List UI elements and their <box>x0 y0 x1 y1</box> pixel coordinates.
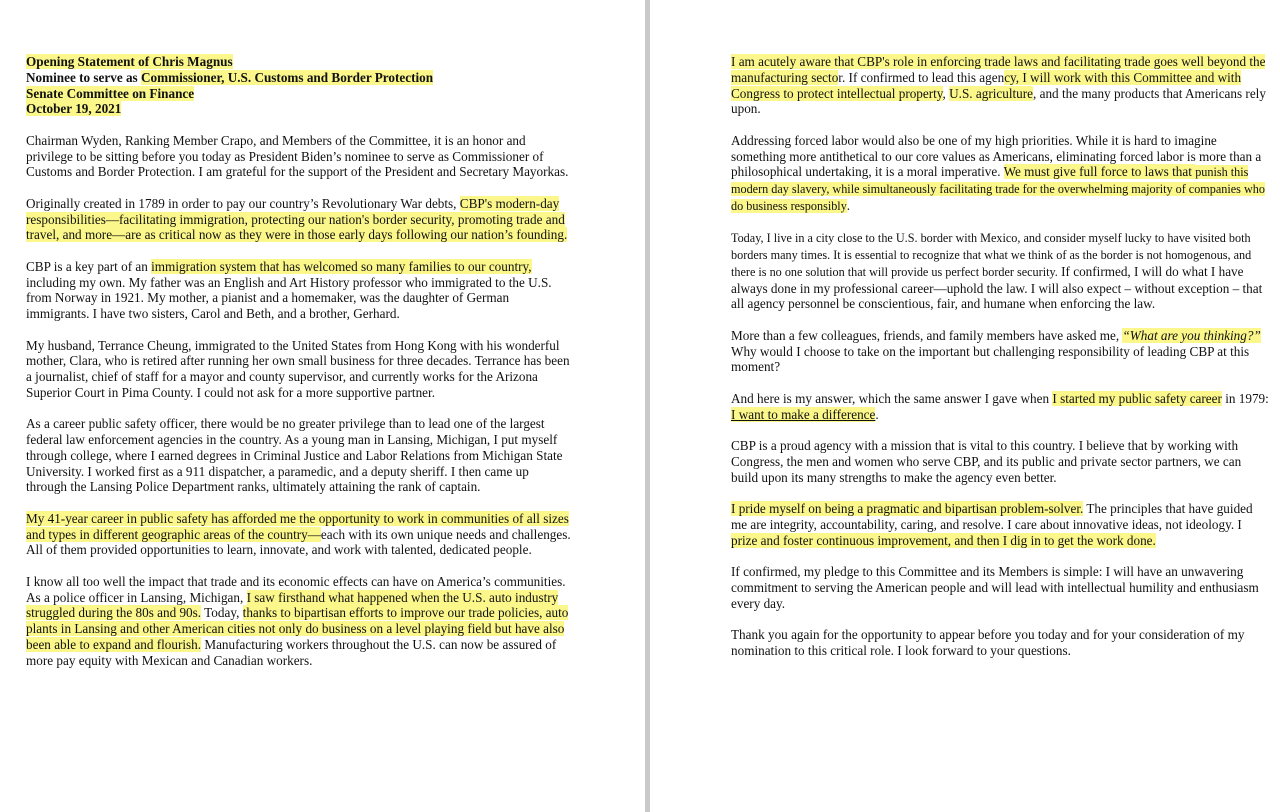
heading-title: Opening Statement of Chris Magnus <box>26 54 233 69</box>
paragraph-answer: And here is my answer, which the same answer I gave when I started my public safety career in 1979: I want to make a difference. <box>731 390 1269 422</box>
paragraph-pledge: If confirmed, my pledge to this Committee and its Members is simple: I will have an unwavering commitment to serving the American people and will lead with intellectual humility and enthusiasm every day. <box>731 564 1259 611</box>
heading-date: October 19, 2021 <box>26 101 122 117</box>
paragraph-career: As a career public safety officer, there would be no greater privilege than to lead one of the largest federal law enforcement agencies in the country. As a young man in Lansing, Michigan, I put myself through college, where I earned degrees in Criminal Justice and Labor Relations from Michigan State University. I worked first as a 911 dispatcher, a paramedic, and a deputy sheriff. I then came up through the Lansing Police Department ranks, ultimately attaining the rank of captain. <box>26 416 563 495</box>
paragraph-family: CBP is a key part of an immigration system that has welcomed so many families to our country, including my own. My father was an English and Art History professor who immigrated to the U.S. from Norway in 1921. My mother, a pianist and a homemaker, was the daughter of German immigrants. I have two sisters, Carol and Beth, and a brother, Gerhard. <box>26 258 552 321</box>
paragraph-border: Today, I live in a city close to the U.S. border with Mexico, and consider myself lucky to have visited both borders many times. It is essential to recognize that what we think of as the border is not homogenous, and there is no one solution that will provide us perfect border security. If confirmed, I will do what I have always done in my professional career—uphold the law. I will also expect – without exception – that all agency personnel be conscientious, fair, and humane when enforcing the law. <box>731 231 1263 312</box>
heading-nominee-role: Commissioner, U.S. Customs and Border Protection <box>141 69 434 85</box>
paragraph-principles: I pride myself on being a pragmatic and bipartisan problem-solver. The principles that have guided me are integrity, accountability, caring, and resolve. I care about innovative ideas, not ideology. I prize and foster continuous improvement, and then I dig in to get the work done. <box>731 501 1253 548</box>
paragraph-greeting: Chairman Wyden, Ranking Member Crapo, and Members of the Committee, it is an honor and privilege to be sitting before you today as President Biden’s nominee to serve as Commissioner of Customs and Border Protection. I am grateful for the support of the President and Secretary Mayorkas. <box>26 132 569 180</box>
paragraph-husband: My husband, Terrance Cheung, immigrated to the United States from Hong Kong with his wonderful mother, Clara, who is retired after running her own small business for three decades. Terrance has been a journalist, chief of staff for a mayor and county supervisor, and currently works for the Arizona Superior Court in Pima County. I could not ask for a more supportive partner. <box>26 337 570 400</box>
statement-heading <box>26 54 571 117</box>
paragraph-forced-labor: Addressing forced labor would also be one of my high priorities. While it is hard to imagine something more antithetical to our core values as Americans, eliminating forced labor is more than a philosophical undertaking, it is a moral imperative. We must give full force to laws that punish this modern day slavery, while simultaneously facilitating trade for the overwhelming majority of companies who do business responsibly. <box>731 132 1265 213</box>
heading-committee: Senate Committee on Finance <box>26 85 195 101</box>
paragraph-trade: I know all too well the impact that trade and its economic effects can have on America’s communities. As a police officer in Lansing, Michigan, I saw firsthand what happened when the U.S. auto industry struggled during the 80s and 90s. Today, thanks to bipartisan efforts to improve our trade policies, auto plants in Lansing and other American cities not only do business on a level playing field but have also been able to expand and flourish. Manufacturing workers throughout the U.S. can now be assured of more pay equity with Mexican and Canadian workers. <box>26 573 569 668</box>
paragraph-trade-role: I am acutely aware that CBP's role in enforcing trade laws and facilitating trade goes well beyond the manufacturing sector. If confirmed to lead this agency, I will work with this Committee and with Congress to protect intellectual property, U.S. agriculture, and the many products that Americans rely upon. <box>731 54 1266 117</box>
paragraph-question: More than a few colleagues, friends, and family members have asked me, “What are you thinking?” Why would I choose to take on the important but challenging responsibility of leading CBP at this moment? <box>731 327 1261 375</box>
paragraph-proud-agency: CBP is a proud agency with a mission that is vital to this country. I believe that by working with Congress, the men and women who serve CBP, and its public and private sector partners, we can build upon its many strengths to make the agency even better. <box>731 438 1242 485</box>
right-page-content <box>731 54 1271 674</box>
paragraph-41-year-career: My 41-year career in public safety has afforded me the opportunity to work in communities of all sizes and types in different geographic areas of the country—each with its own unique needs and challenges. All of them provided opportunities to learn, innovate, and work with talented, dedicated people. <box>26 510 571 558</box>
paragraph-thanks: Thank you again for the opportunity to appear before you today and for your consideration of my nomination to this critical role. I look forward to your questions. <box>731 627 1245 658</box>
heading-nominee-prefix: Nominee to serve as <box>26 69 141 85</box>
paragraph-history: Originally created in 1789 in order to pay our country’s Revolutionary War debts, CBP's modern-day responsibilities—facilitating immigration, protecting our nation's border security, promoting trade and travel, and more—are as critical now as they were in those early days following our nation’s founding. <box>26 195 568 243</box>
right-page <box>650 0 1280 812</box>
left-page-content <box>26 54 571 684</box>
